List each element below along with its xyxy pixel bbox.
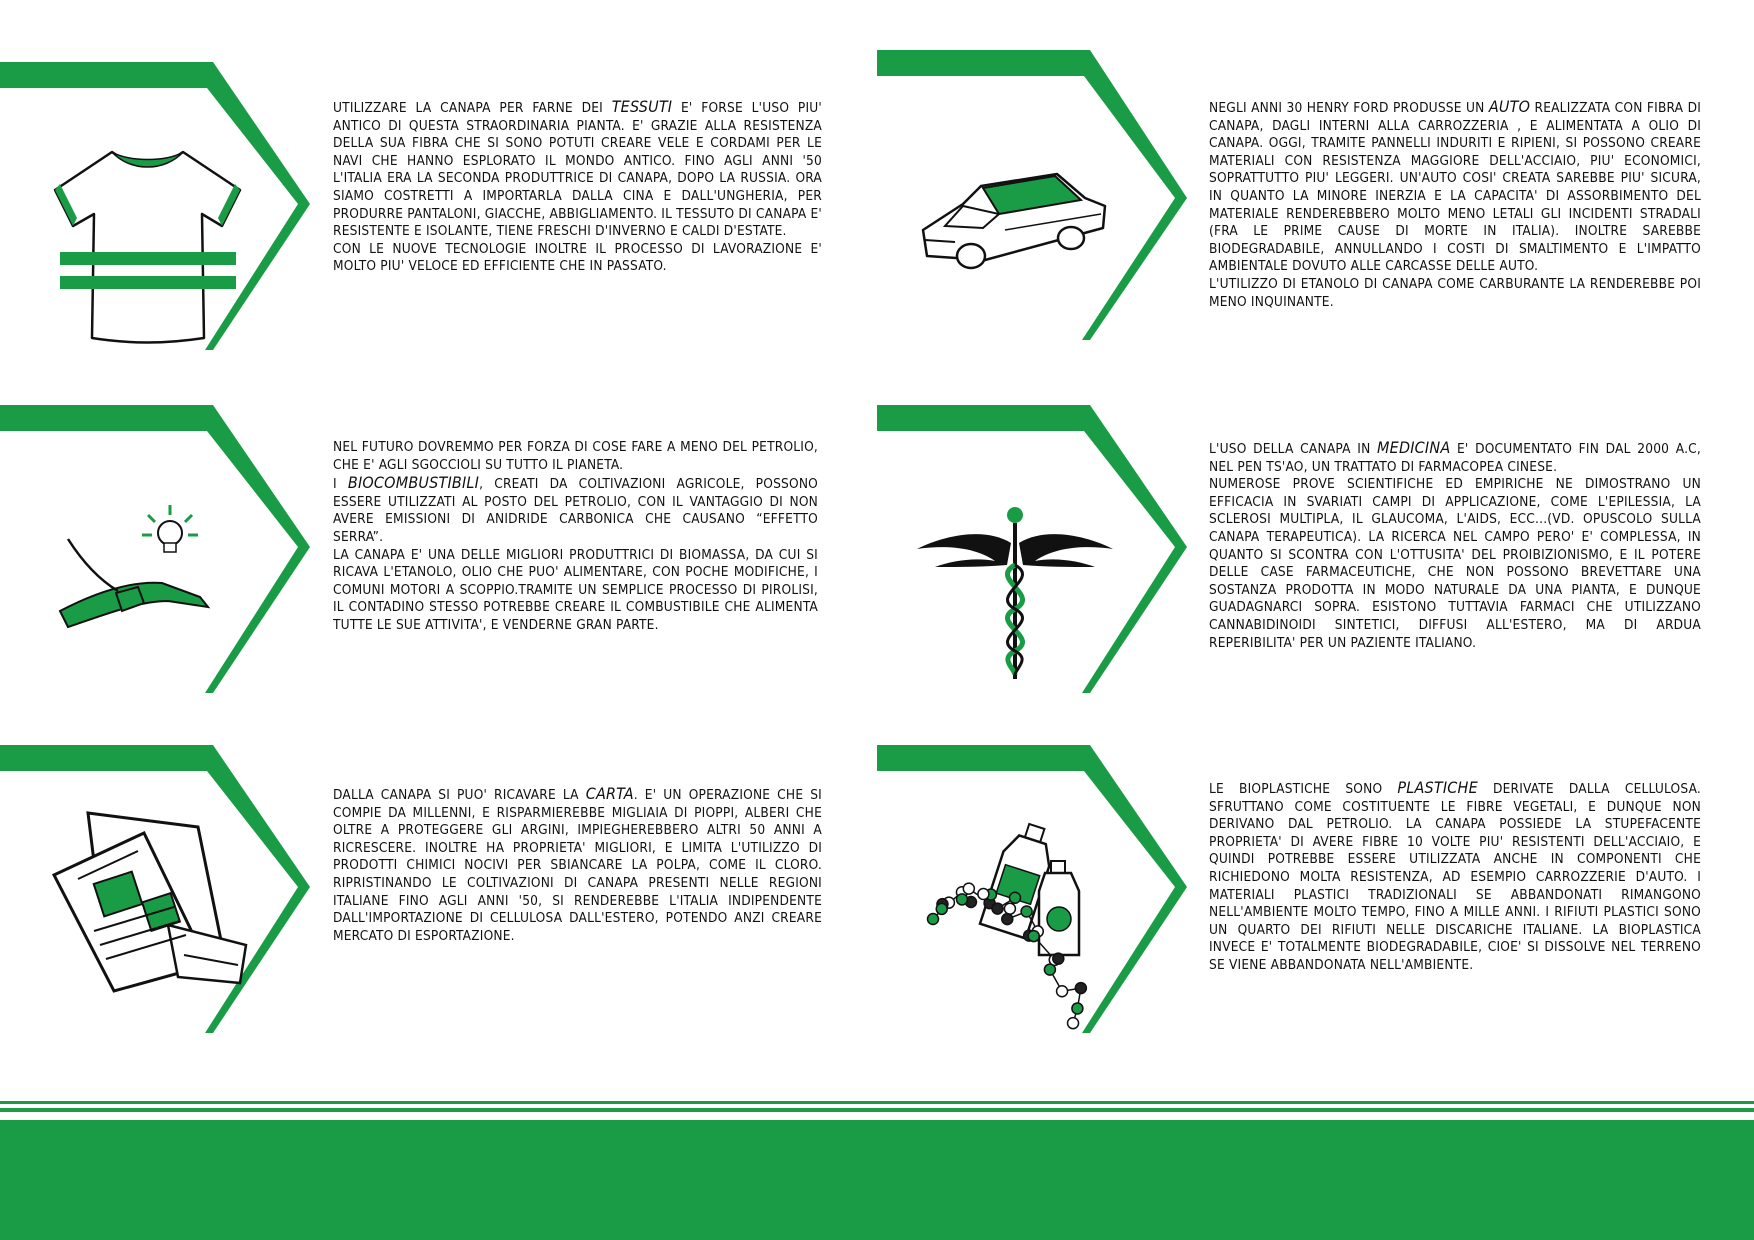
- keyword: TESSUTI: [611, 97, 673, 116]
- text-run: UTILIZZARE LA CANAPA PER FARNE DEI: [333, 100, 612, 116]
- text-run: LA CANAPA E' UNA DELLE MIGLIORI PRODUTTRICI DI BIOMASSA, DA CUI SI RICAVA L'ETANOLO, OLIO CHE PUO' ALIMENTARE, CON POCHE MODIFICHE, I COMUNI MOTORI A SCOPPIO.TRAMITE UN SEMPLICE PROCESSO DI PIROLISI, IL CONTADINO STESSO POTREBBE CREARE IL COMBUSTIBILE CHE ALIMENTA TUTTE LE SUE ATTIVITA', E VENDERNE GRAN PARTE.: [333, 546, 818, 633]
- text-run: NEL FUTURO DOVREMMO PER FORZA DI COSE FARE A MENO DEL PETROLIO, CHE E' AGLI SGOCCIOLI SU TUTTO IL PIANETA.: [333, 439, 818, 473]
- section-auto: [877, 50, 1754, 370]
- section-plastiche: [877, 745, 1754, 1065]
- text-run: DERIVATE DALLA CELLULOSA. SFRUTTANO COME COSTITUENTE LE FIBRE VEGETALI, E DUNQUE NON DERIVANO DAL PETROLIO. LA CANAPA POSSIEDE LA STUPEFACENTE PROPRIETA' DI AVERE FIBRE 10 VOLTE PIU' RESISTENTI DELL'ACCIAIO, E QUINDI POTREBBE ESSERE UTILIZZATA ANCHE IN COMPONENTI CHE RICHIEDONO MOLTA RESISTENZA, AD ESEMPIO CARROZZERIE D'AUTO. I MATERIALI PLASTICI TRADIZIONALI SE ABBANDONATI RIMANGONO NELL'AMBIENTE MOLTO TEMPO, FINO A MILLE ANNI. I RIFIUTI PLASTICI SONO UN QUARTO DEI RIFIUTI NELLE DISCARICHE ITALIANE. LA BIOPLASTICA INVECE E' TOTALMENTE BIODEGRADABILE, CIOE' SI DISSOLVE NEL TERRENO SE VIENE ABBANDONATA NELL'AMBIENTE.: [1209, 781, 1701, 973]
- footer-stripe-thin: [0, 1108, 1754, 1112]
- paragraph: [333, 98, 822, 241]
- fuel-nozzle-lightbulb-icon: [58, 503, 218, 643]
- text-run: L'USO DELLA CANAPA IN: [1209, 441, 1378, 457]
- paragraph: [333, 474, 818, 546]
- text-run: NUMEROSE PROVE SCIENTIFICHE ED EMPIRICHE NE DIMOSTRANO UN EFFICACIA IN SVARIATI CAMPI DI APPLICAZIONE, COME L'EPILESSIA, LA SCLEROSI MULTIPLA, IL GLAUCOMA, L'AIDS, ECC...(VD. OPUSCOLO SULLA CANAPA TERAPEUTICA). LA RICERCA NEL CAMPO PERO' E' COMPLESSA, IN QUANTO SI SCONTRA CON L'OTTUSITA' DEL PROIBIZIONISMO, E IL POTERE DELLE CASE FARMACEUTICHE, CHE NON POSSONO BREVETTARE UNA SOSTANZA PRODOTTA IN MODO NATURALE DA UNA PIANTA, E DUNQUE GUADAGNARCI SOPRA. ESISTONO TUTTAVIA FARMACI CHE UTILIZZANO CANNABIDINOIDI SINTETICI, DIFFUSI ALL'ESTERO, MA DI ARDUA REPERIBILITA' PER UN PAZIENTE ITALIANO.: [1209, 476, 1701, 651]
- section-text: [333, 439, 818, 635]
- keyword: AUTO: [1488, 97, 1531, 116]
- section-biocombustibili: [0, 405, 877, 725]
- paragraph: [1209, 779, 1701, 975]
- section-text: [333, 785, 822, 945]
- section-carta: [0, 745, 877, 1065]
- section-tessuti: [0, 62, 877, 382]
- text-run: I: [333, 476, 348, 493]
- section-text: [333, 98, 822, 276]
- section-text: [1209, 779, 1701, 975]
- section-text: [1209, 98, 1701, 311]
- paragraph: [333, 785, 822, 945]
- paragraph: [1209, 476, 1701, 652]
- keyword: PLASTICHE: [1397, 778, 1478, 797]
- keyword: CARTA: [585, 784, 634, 803]
- paragraph: [1209, 98, 1701, 276]
- text-run: LE BIOPLASTICHE SONO: [1209, 781, 1398, 797]
- car-icon: [915, 168, 1115, 278]
- footer-band: [0, 1120, 1754, 1240]
- text-run: L'UTILIZZO DI ETANOLO DI CANAPA COME CARBURANTE LA RENDEREBBE POI MENO INQUINANTE.: [1209, 275, 1701, 310]
- section-medicina: [877, 405, 1754, 725]
- paragraph: [333, 241, 822, 276]
- bottles-molecule-icon: [925, 821, 1110, 1031]
- text-run: E' DOCUMENTATO FIN DAL 2000 A.C, NEL PEN TS'AO, UN TRATTATO DI FARMACOPEA CINESE.: [1209, 441, 1701, 475]
- paragraph: [1209, 276, 1701, 311]
- paragraph: [1209, 439, 1701, 476]
- caduceus-icon: [915, 505, 1115, 685]
- paragraph: [333, 547, 818, 635]
- text-run: REALIZZATA CON FIBRA DI CANAPA, DAGLI INTERNI ALLA CARROZZERIA , E ALIMENTATA A OLIO DI CANAPA. OGGI, TRAMITE PANNELLI INDURITI E RIPIENI, SI POSSONO CREARE MATERIALI CON RESISTENZA MAGGIORE DELL'ACCIAIO, PIU' ECONOMICI, SOPRATTUTTO PIU' LEGGERI. UN'AUTO COSI' CREATA SAREBBE PIU' SICURA, IN QUANTO LA MINORE INERZIA E LA CAPACITA' DI ASSORBIMENTO DEL MATERIALE RENDEREBBERO MOLTO MENO LETALI GLI INCIDENTI STRADALI (FRA LE PRIME CAUSE DI MORTE IN ITALIA). INOLTRE SAREBBE BIODEGRADABILE, ANNULLANDO I COSTI DI SMALTIMENTO E L'IMPATTO AMBIENTALE DOVUTO ALLE CARCASSE DELLE AUTO.: [1209, 100, 1701, 275]
- footer-stripe-thin: [0, 1101, 1754, 1104]
- keyword: BIOCOMBUSTIBILI: [347, 473, 480, 493]
- section-text: [1209, 439, 1701, 652]
- text-run: CON LE NUOVE TECNOLOGIE INOLTRE IL PROCESSO DI LAVORAZIONE E' MOLTO PIU' VELOCE ED EFFICIENTE CHE IN PASSATO.: [333, 240, 822, 275]
- text-run: E' FORSE L'USO PIU' ANTICO DI QUESTA STRAORDINARIA PIANTA. E' GRAZIE ALLA RESISTENZA DELLA SUA FIBRA CHE SI SONO POTUTI CREARE VELE E CORDAMI PER LE NAVI CHE HANNO ESPLORATO IL MONDO ANTICO. FINO AGLI ANNI '50 L'ITALIA ERA LA SECONDA PRODUTTRICE DI CANAPA, DOPO LA RUSSIA. ORA SIAMO COSTRETTI A IMPORTARLA DALLA CINA E DALL'UNGHERIA, PER PRODURRE PANTALONI, GIACCHE, ABBIGLIAMENTO. IL TESSUTO DI CANAPA E' RESISTENTE E ISOLANTE, TIENE FRESCHI D'INVERNO E CALDI D'ESTATE.: [333, 100, 822, 240]
- text-run: DALLA CANAPA SI PUO' RICAVARE LA: [333, 787, 586, 803]
- paragraph: [333, 439, 818, 474]
- text-run: . E' UN OPERAZIONE CHE SI COMPIE DA MILLENNI, E RISPARMIEREBBE MIGLIAIA DI PIOPPI, ALBERI CHE OLTRE A PROTEGGERE GLI ARGINI, IMPIEGHEREBBERO ALTRI 50 ANNI A RICRESCERE. INOLTRE HA PROPRIETA' MIGLIORI, E LIMITA L'UTILIZZO DI PRODOTTI CHIMICI NOCIVI PER SBIANCARE LA POLPA, COME IL CLORO. RIPRISTINANDO LE COLTIVAZIONI DI CANAPA PRESENTI NELLE REGIONI ITALIANE FINO AGLI ANNI '50, SI RENDEREBBE L'ITALIA INDIPENDENTE DALL'IMPORTAZIONE DI CELLULOSA DALL'ESTERO, POTENDO ANZI CREARE MERCATO DI ESPORTAZIONE.: [333, 787, 822, 944]
- newspaper-icon: [48, 805, 253, 995]
- keyword: MEDICINA: [1377, 438, 1451, 457]
- t-shirt-icon: [50, 148, 245, 348]
- text-run: , CREATI DA COLTIVAZIONI AGRICOLE, POSSONO ESSERE UTILIZZATI AL POSTO DEL PETROLIO, CON IL VANTAGGIO DI NON AVERE EMISSIONI DI ANIDRIDE CARBONICA CHE CAUSANO “EFFETTO SERRA”.: [333, 476, 818, 545]
- text-run: NEGLI ANNI 30 HENRY FORD PRODUSSE UN: [1209, 100, 1489, 116]
